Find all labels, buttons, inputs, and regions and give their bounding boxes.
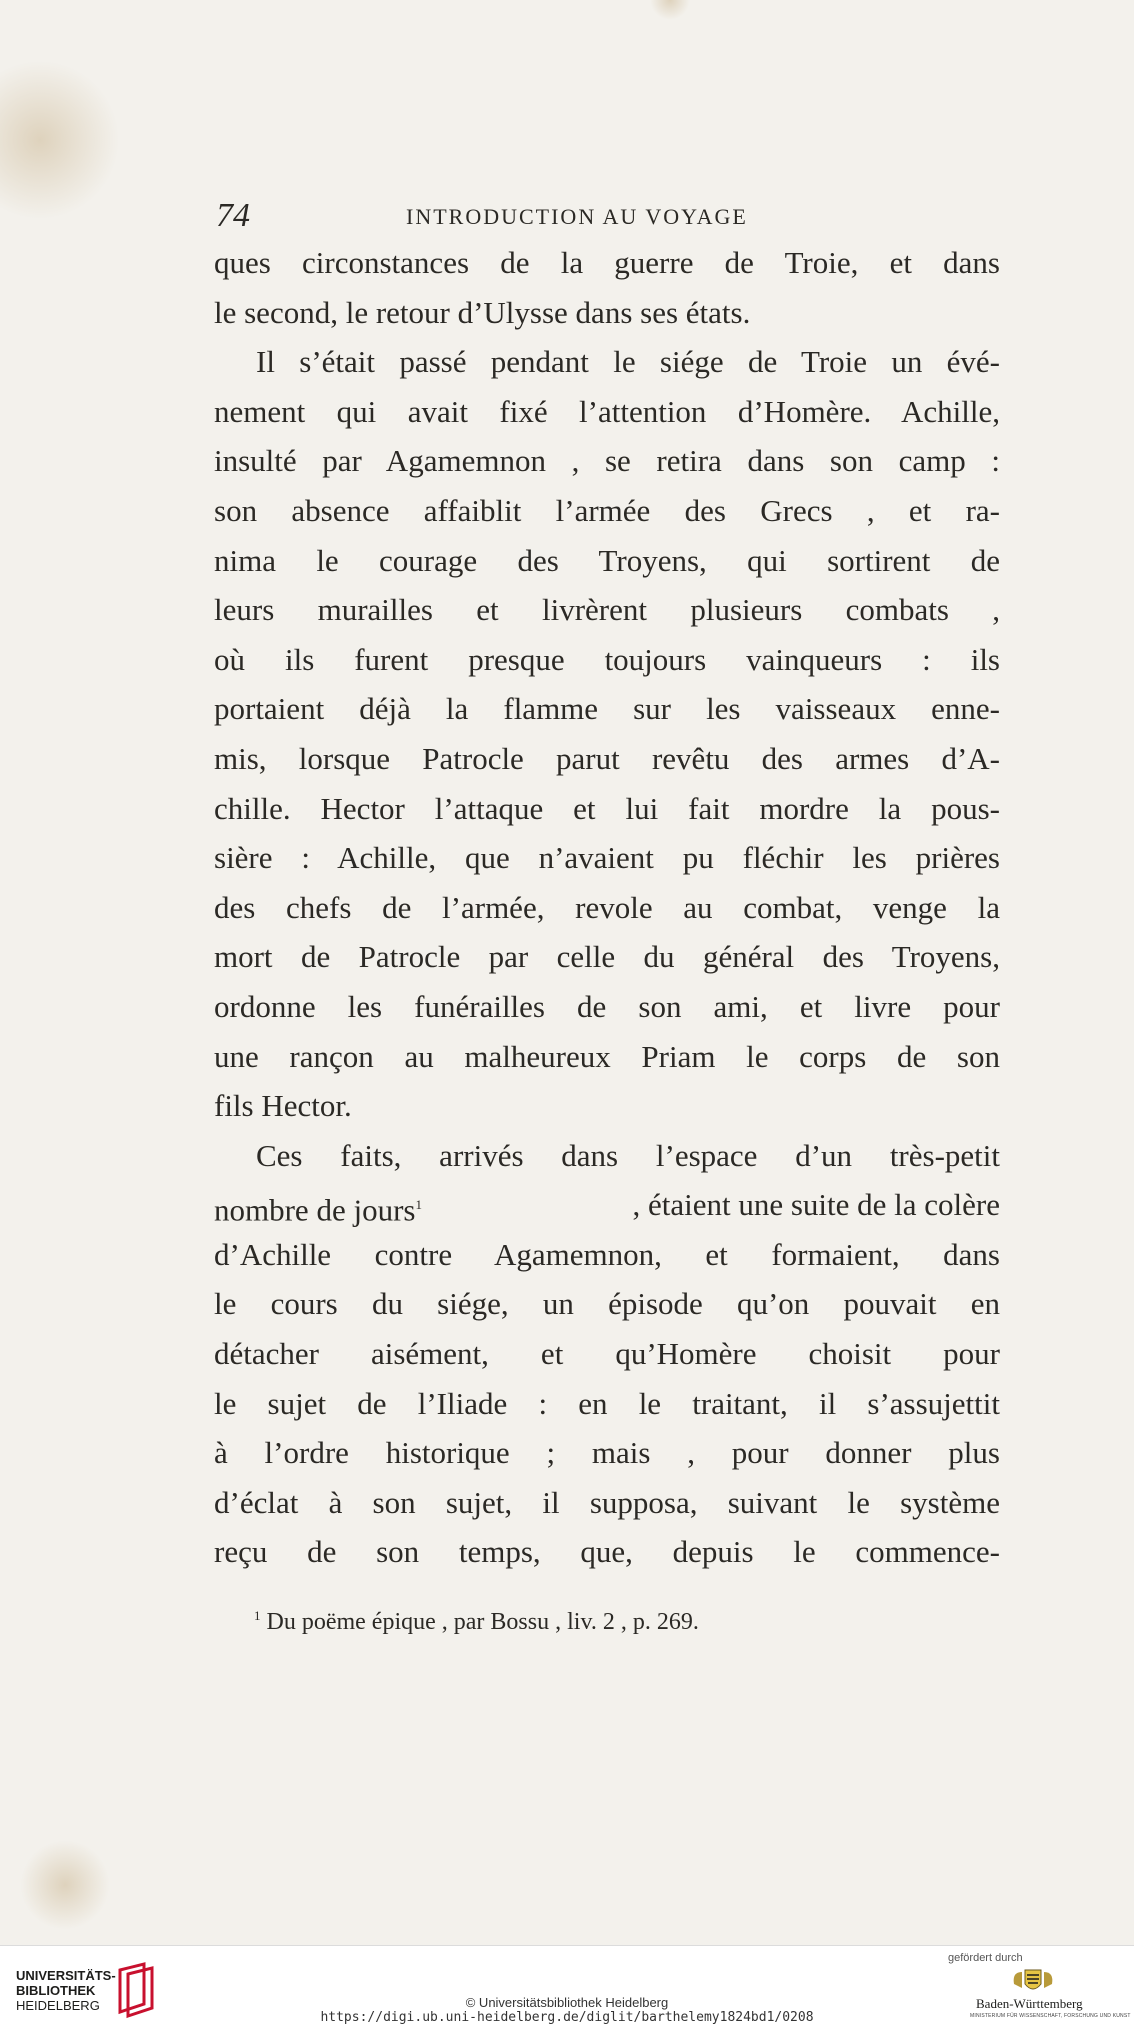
text-line: reçu de son temps, que, depuis le commence- xyxy=(214,1534,1000,1570)
text-line: d’éclat à son sujet, il supposa, suivant le système xyxy=(214,1484,1000,1520)
text-line: ordonne les funérailles de son ami, et livre pour xyxy=(214,988,1000,1024)
funded-by-label: gefördert durch xyxy=(948,1952,1023,1964)
text-line-with-note xyxy=(214,1180,1000,1230)
text-line: Il s’était passé pendant le siége de Troie un évé- xyxy=(256,344,1000,380)
text-line: nement qui avait fixé l’attention d’Homère. Achille, xyxy=(214,393,1000,429)
text-line: Ces faits, arrivés dans l’espace d’un très-petit xyxy=(256,1137,1000,1173)
text-line: fils Hector. xyxy=(214,1088,352,1124)
text-line: sière : Achille, que n’avaient pu fléchir les prières xyxy=(214,840,1000,876)
paper-stain xyxy=(20,1840,110,1930)
text-fragment: , étaient une suite de la colère xyxy=(632,1187,1000,1223)
copyright-notice: © Universitätsbibliothek Heidelberg xyxy=(465,1995,669,2010)
text-line: insulté par Agamemnon , se retira dans son camp : xyxy=(214,443,1000,479)
text-line: une rançon au malheureux Priam le corps de son xyxy=(214,1038,1000,1074)
permalink-url[interactable]: https://digi.ub.uni-heidelberg.de/diglit/barthelemy1824bd1/0208 xyxy=(320,2010,814,2025)
footnote-reference: 1 xyxy=(415,1197,422,1213)
sponsor-name: Baden-Württemberg xyxy=(976,1996,1083,2011)
text-line: le second, le retour d’Ulysse dans ses états. xyxy=(214,294,751,330)
footnote xyxy=(254,1600,699,1638)
text-line: mis, lorsque Patrocle parut revêtu des armes d’A- xyxy=(214,740,1000,776)
coat-of-arms-icon xyxy=(1008,1966,1058,1996)
text-line: détacher aisément, et qu’Homère choisit pour xyxy=(214,1336,1000,1372)
text-line: où ils furent presque toujours vainqueurs : ils xyxy=(214,641,1000,677)
text-line: chille. Hector l’attaque et lui fait mordre la pous- xyxy=(214,790,1000,826)
text-line: portaient déjà la flamme sur les vaisseaux enne- xyxy=(214,691,1000,727)
footnote-marker: 1 xyxy=(254,1608,261,1623)
body-text xyxy=(214,238,1000,1577)
page-number: 74 xyxy=(216,197,250,234)
text-line: le cours du siége, un épisode qu’on pouvait en xyxy=(214,1286,1000,1322)
paper-stain xyxy=(0,60,120,220)
text-fragment: nombre de jours$^1$ xyxy=(214,1192,422,1228)
text-line: à l’ordre historique ; mais , pour donner plus xyxy=(214,1435,1000,1471)
text-line: leurs murailles et livrèrent plusieurs combats , xyxy=(214,592,1000,628)
text-line: le sujet de l’Iliade : en le traitant, il s’assujettit xyxy=(214,1385,1000,1421)
viewer-footer xyxy=(0,1945,1134,2027)
text-line: son absence affaiblit l’armée des Grecs , et ra- xyxy=(214,492,1000,528)
library-logo[interactable]: UNIVERSITÄTS- BIBLIOTHEK HEIDELBERG xyxy=(16,1968,116,2013)
text-line: mort de Patrocle par celle du général des Troyens, xyxy=(214,939,1000,975)
paper-stain xyxy=(650,0,690,20)
ministry-name: MINISTERIUM FÜR WISSENSCHAFT, FORSCHUNG UND KUNST xyxy=(970,2013,1131,2019)
page-header xyxy=(216,196,1000,236)
footnote-text: Du poëme épique , par Bossu , liv. 2 , p. 269. xyxy=(266,1609,699,1635)
running-head: INTRODUCTION AU VOYAGE xyxy=(406,204,748,229)
text-line: ques circonstances de la guerre de Troie, et dans xyxy=(214,245,1000,280)
text-line: d’Achille contre Agamemnon, et formaient, dans xyxy=(214,1236,1000,1272)
text-line: des chefs de l’armée, revole au combat, venge la xyxy=(214,889,1000,925)
text-line: nima le courage des Troyens, qui sortirent de xyxy=(214,542,1000,578)
